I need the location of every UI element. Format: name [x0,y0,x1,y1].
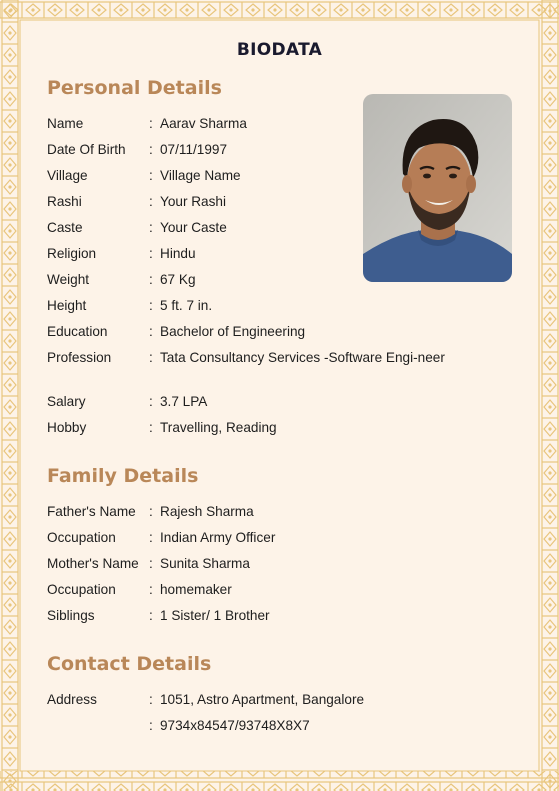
detail-value: 5 ft. 7 in. [160,298,213,313]
detail-label: Occupation [47,582,116,597]
detail-value: 3.7 LPA [160,394,208,409]
contact-details-heading: Contact Details [47,653,212,675]
detail-label: Caste [47,220,83,235]
detail-separator: : [149,582,153,597]
detail-label: Salary [47,394,86,409]
detail-label: Occupation [47,530,116,545]
detail-value: Your Caste [160,220,227,235]
detail-label: Address [47,692,97,707]
detail-separator: : [149,272,153,287]
detail-separator: : [149,324,153,339]
detail-value: Aarav Sharma [160,116,247,131]
detail-separator: : [149,556,153,571]
detail-label: Profession [47,350,112,365]
detail-value: Travelling, Reading [160,420,277,435]
detail-value: Your Rashi [160,194,226,209]
detail-value: Hindu [160,246,196,261]
detail-separator: : [149,394,153,409]
detail-value: Village Name [160,168,241,183]
detail-label: Weight [47,272,90,287]
detail-value: Sunita Sharma [160,556,250,571]
detail-label: Name [47,116,84,131]
detail-separator: : [149,168,153,183]
detail-label: Religion [47,246,97,261]
detail-label: Siblings [47,608,95,623]
detail-separator: : [149,530,153,545]
detail-separator: : [149,504,153,519]
detail-value: 1051, Astro Apartment, Bangalore [160,692,365,707]
detail-label: Rashi [47,194,82,209]
detail-value: 07/11/1997 [160,142,228,157]
detail-value: Tata Consultancy Services -Software Engi-neer [160,350,445,365]
detail-label: Hobby [47,420,87,435]
detail-separator: : [149,298,153,313]
detail-value: 67 Kg [160,272,196,287]
detail-separator: : [149,246,153,261]
detail-separator: : [149,420,153,435]
personal-details-heading: Personal Details [47,77,222,99]
detail-label: Height [47,298,87,313]
detail-label: Mother's Name [47,556,139,571]
detail-label: Education [47,324,108,339]
detail-separator: : [149,142,153,157]
detail-value: Indian Army Officer [160,530,276,545]
detail-label: Father's Name [47,504,136,519]
detail-value: 1 Sister/ 1 Brother [160,608,270,623]
detail-label: Village [47,168,88,183]
page-title: BIODATA [236,40,323,60]
detail-value: 9734x84547/93748X8X7 [160,718,310,733]
detail-separator: : [149,220,153,235]
detail-separator: : [149,692,153,707]
detail-value: Bachelor of Engineering [160,324,306,339]
detail-separator: : [149,194,153,209]
detail-separator: : [149,718,153,733]
detail-value: Rajesh Sharma [160,504,254,519]
detail-value: homemaker [160,582,232,597]
detail-separator: : [149,116,153,131]
profile-photo [363,94,512,282]
detail-separator: : [149,608,153,623]
family-details-heading: Family Details [47,465,199,487]
detail-label: Date Of Birth [47,142,126,157]
detail-separator: : [149,350,153,365]
